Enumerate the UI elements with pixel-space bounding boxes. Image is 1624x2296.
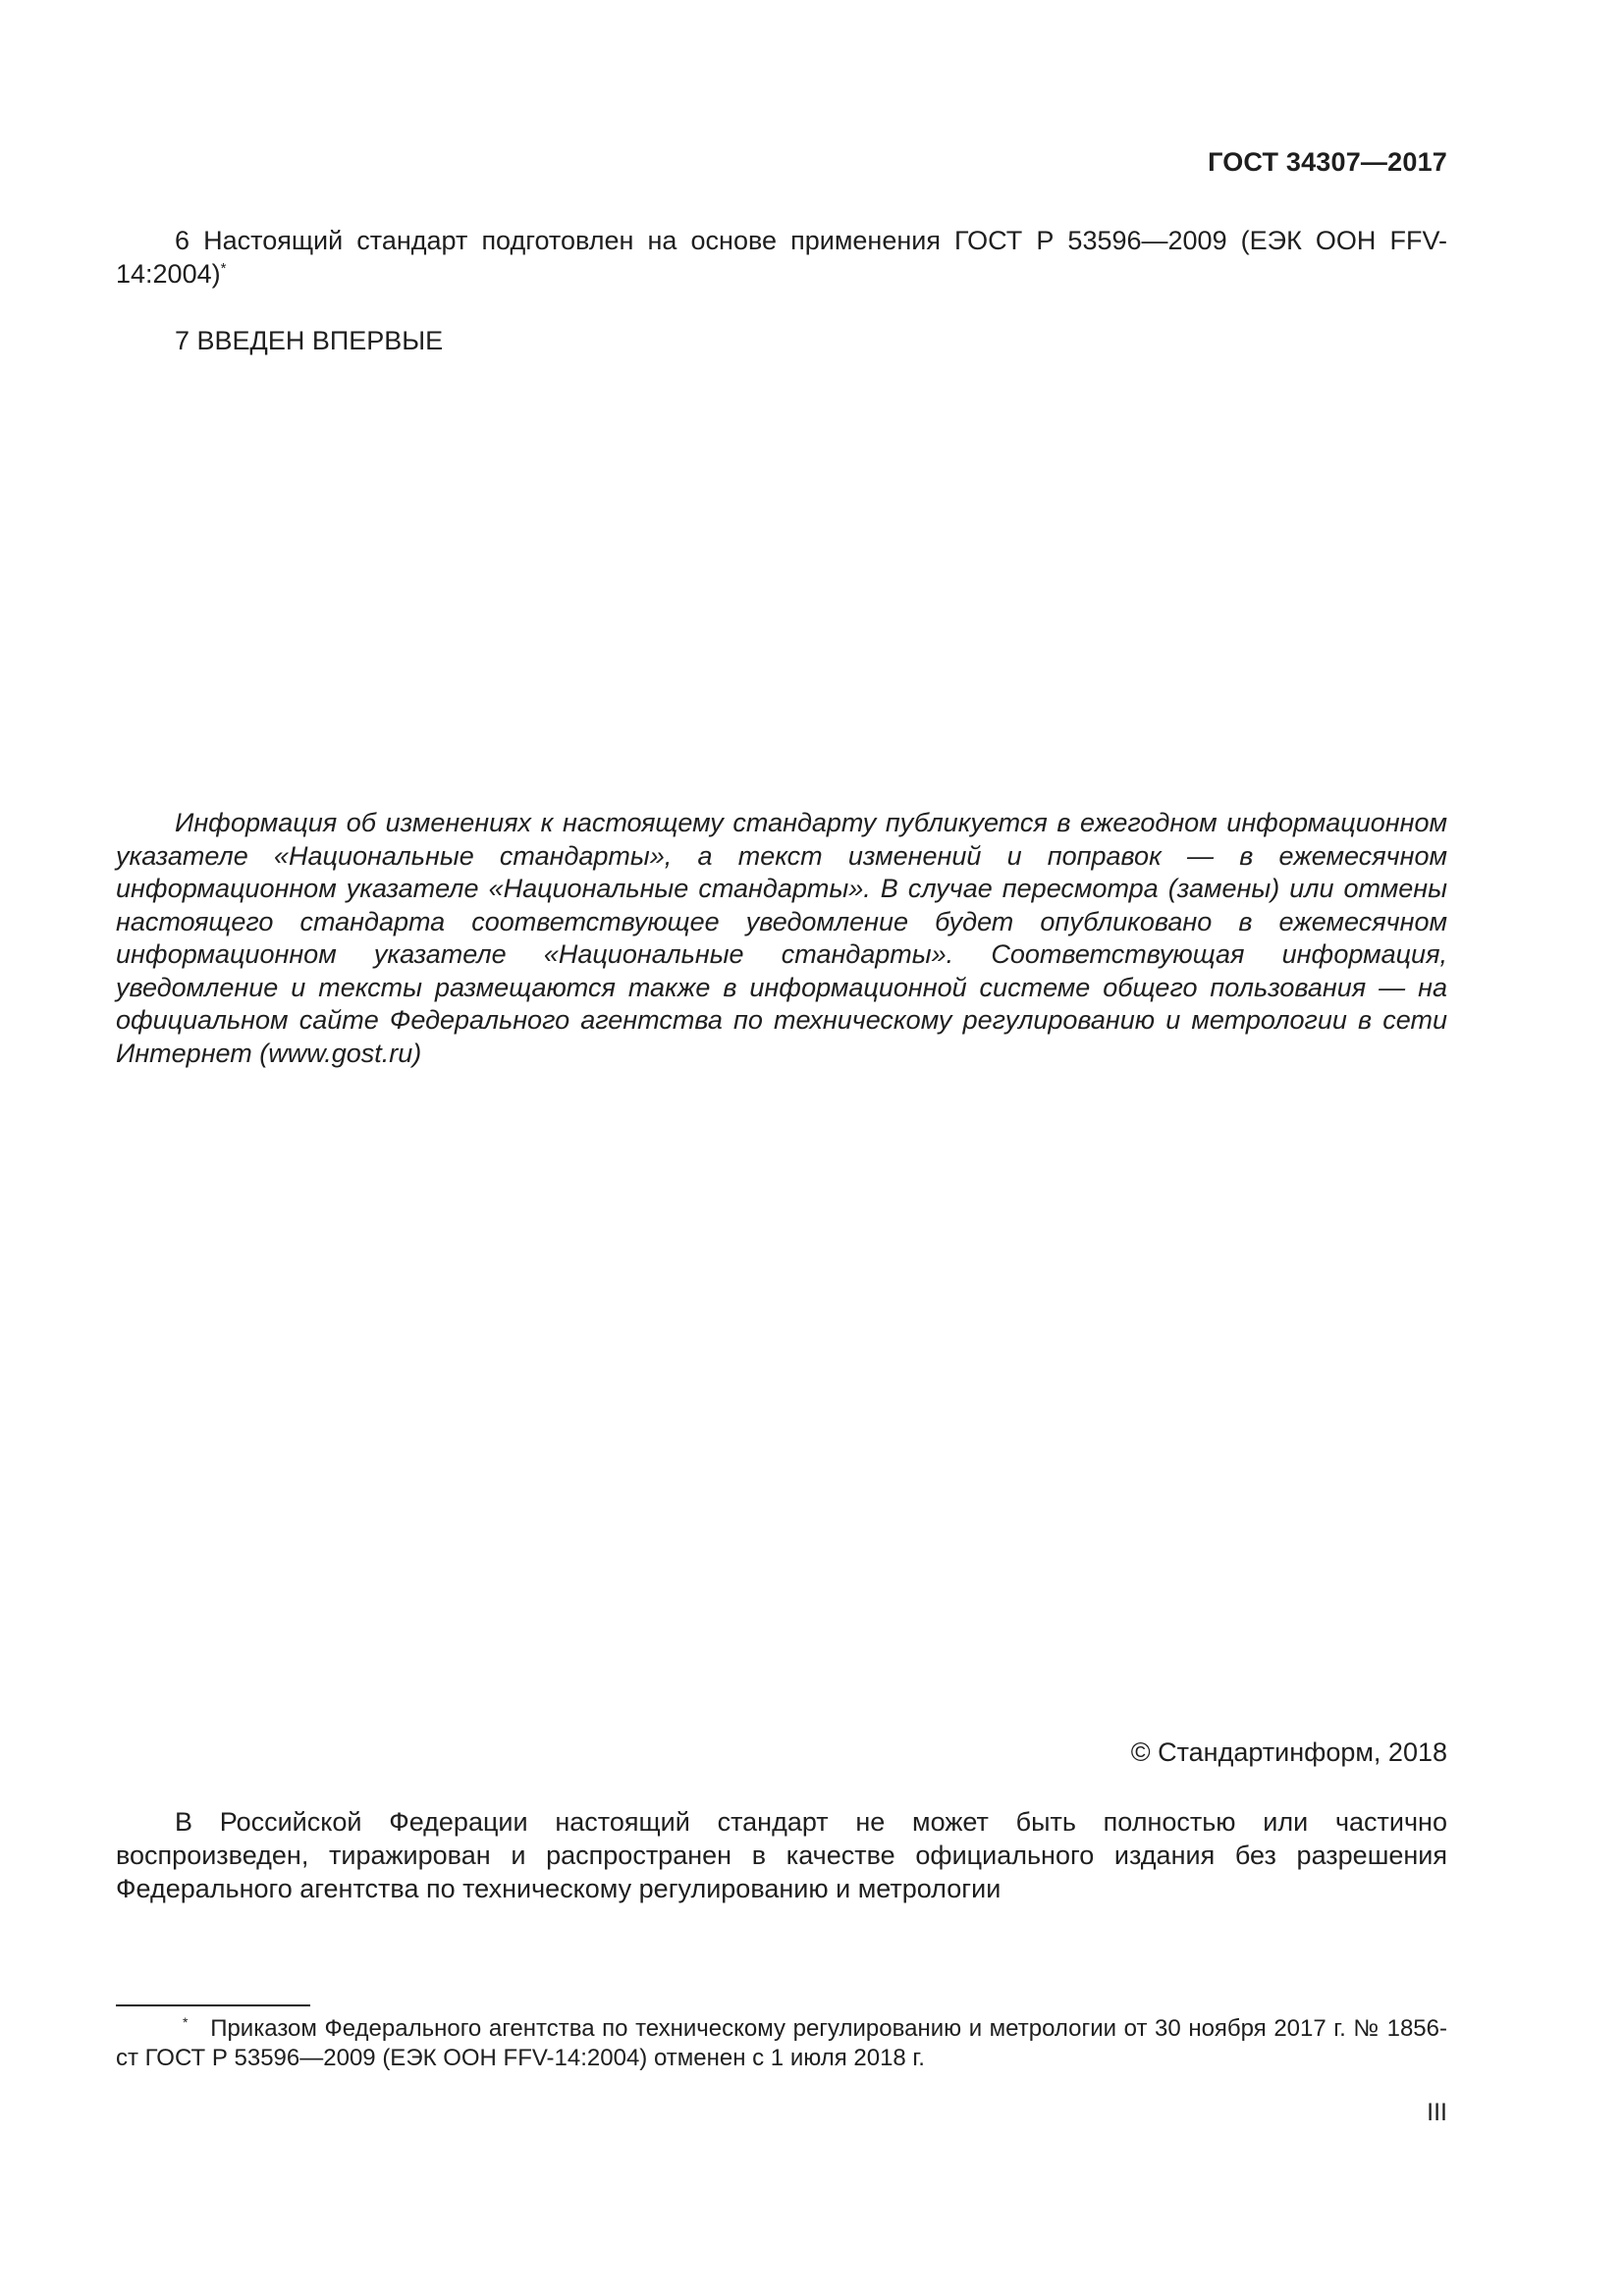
copyright-line: © Стандартинформ, 2018 <box>1130 1737 1447 1767</box>
footnote-separator <box>116 2004 310 2006</box>
footnote-mark: * <box>183 2014 189 2030</box>
footnote <box>116 2014 1447 2073</box>
item-6-paragraph <box>116 224 1447 291</box>
item-7-paragraph: 7 ВВЕДЕН ВПЕРВЫЕ <box>175 326 444 355</box>
document-number-header: ГОСТ 34307—2017 <box>1208 147 1447 177</box>
footnote-text: Приказом Федерального агентства по техническому регулированию и метрологии от 30 ноября 2017 г. № 1856-ст ГОСТ Р 53596—2009 (ЕЭК ООН FFV-14:2004) отменен с 1 июля 2018 г. <box>116 2015 1447 2071</box>
page-number: III <box>1427 2099 1447 2126</box>
amendments-info-notice: Информация об изменениях к настоящему стандарту публикуется в ежегодном информационном указателе «Национальные стандарты», а текст изменений и поправок — в ежемесячном информационном указателе «Национальные стандарты». В случае пересмотра (замены) или отмены настоящего стандарта соответствующее уведомление будет опубликовано в ежемесячном информационном указателе «Национальные стандарты». Соответствующая информация, уведомление и тексты размещаются также в информационной системе общего пользования — на официальном сайте Федерального агентства по техническому регулированию и метрологии в сети Интернет (www.gost.ru) <box>116 808 1447 1068</box>
item-6-text: 6 Настоящий стандарт подготовлен на основе применения ГОСТ Р 53596—2009 (ЕЭК ООН FFV-14:2004) <box>116 226 1447 289</box>
footnote-reference-mark: * <box>220 260 227 277</box>
reproduction-rights-notice: В Российской Федерации настоящий стандарт не может быть полностью или частично воспроизведен, тиражирован и распространен в качестве официального издания без разрешения Федерального агентства по техническому регулированию и метрологии <box>116 1807 1447 1903</box>
